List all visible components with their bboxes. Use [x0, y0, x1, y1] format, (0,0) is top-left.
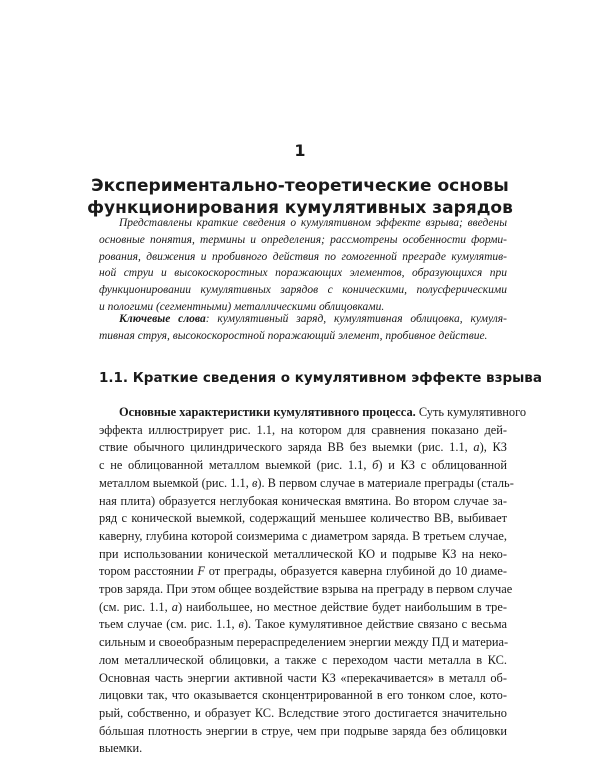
- body-text-fragment: ). В первом случае в материале преграды (сталь-: [257, 475, 514, 490]
- keywords-text: : кумулятивный заряд, кумулятивная облицовка, кумуля-: [205, 313, 507, 325]
- chapter-abstract: [99, 215, 507, 316]
- body-text-fragment: ствие обычного цилиндрического заряда ВВ без выемки (рис. 1.1,: [99, 440, 474, 455]
- body-line: эффекта иллюстрирует рис. 1.1, на котором для сравнения показано дей-: [99, 422, 507, 437]
- keywords-label: Ключевые слова: [119, 313, 206, 325]
- chapter-number: 1: [294, 141, 306, 160]
- abstract-line: и пологими (сегментными) металлическими облицовками.: [99, 300, 385, 313]
- body-text-fragment: металлом выемкой (рис. 1.1,: [99, 475, 252, 490]
- keywords-paragraph: [99, 311, 507, 345]
- body-line: ная плита) образуется неглубокая коническая вмятина. Во втором случае за-: [99, 493, 507, 508]
- body-line: бóльшая плотность энергии в струе, чем при подрыве заряда без облицовки: [99, 723, 507, 738]
- body-line: [99, 404, 527, 422]
- body-line: при использовании конической металлической КО и подрыве КЗ на неко-: [99, 546, 507, 561]
- body-text-fragment: тором расстоянии: [99, 564, 198, 579]
- body-paragraph: [99, 404, 527, 758]
- figure-panel-ref: в: [251, 475, 258, 490]
- body-text-fragment: ). Такое кумулятивное действие связано с весьма: [243, 617, 508, 632]
- figure-panel-ref: б: [372, 458, 379, 473]
- body-text-fragment: с не облицованной металлом выемкой (рис. 1.1,: [99, 458, 373, 473]
- body-line: [99, 475, 514, 493]
- body-text-fragment: (см. рис. 1.1,: [99, 599, 172, 614]
- abstract-line: Представлены краткие сведения о кумулятивном эффекте взрыва; введены: [119, 217, 507, 229]
- body-text-fragment: тьем случае (см. рис. 1.1,: [99, 617, 239, 632]
- body-text-fragment: ) наибольшее, но местное действие будет наибольшим в тре-: [177, 599, 507, 614]
- keywords-line: тивная струя, высокоскоростной поражающий элемент, пробивное действие.: [99, 329, 488, 342]
- body-text-fragment: Суть кумулятивного: [415, 405, 527, 419]
- distance-symbol: F: [197, 564, 205, 579]
- figure-panel-ref: в: [238, 617, 244, 632]
- body-line: сильным и своеобразным перераспределением энергии между ПД и материа-: [99, 635, 509, 650]
- body-line: Основная часть энергии активной части КЗ «перекачивается» в металл об-: [99, 670, 507, 685]
- chapter-title: [60, 175, 540, 219]
- chapter-title-line: Экспериментально-теоретические основы: [91, 176, 509, 196]
- abstract-line: функционировании кумулятивных зарядов с коническими, полусферическими: [99, 284, 507, 297]
- body-line: [99, 563, 507, 581]
- figure-panel-ref: а: [473, 440, 480, 455]
- section-heading: 1.1. Краткие сведения о кумулятивном эффекте взрыва: [99, 370, 542, 386]
- body-line: ряд с конической выемкой, содержащий меньшее количество ВВ, выбивает: [99, 511, 507, 526]
- abstract-line: основные понятия, термины и определения; рассмотрены особенности форми-: [99, 233, 507, 246]
- abstract-line: рования, движения и пробивного действия по гомогенной преграде кумулятив-: [99, 250, 507, 263]
- body-line: тров заряда. При этом общее воздействие взрыва на преграду в первом случае: [99, 582, 513, 597]
- body-line: [99, 616, 507, 634]
- body-line: [99, 599, 507, 617]
- keywords-line: [99, 311, 507, 328]
- body-line: [99, 439, 507, 457]
- body-line: лом металлической облицовки, а также с переходом части металла в КС.: [99, 652, 507, 667]
- run-in-heading: Основные характеристики кумулятивного процесса.: [119, 405, 416, 419]
- body-text-fragment: ) и КЗ с облицованной: [378, 458, 507, 473]
- body-text-fragment: ), КЗ: [479, 440, 508, 455]
- body-line: лицовки так, что оказывается сконцентрированной в его тонком слое, кото-: [99, 688, 507, 703]
- abstract-line: ной струи и высокоскоростных поражающих элементов, образующихся при: [99, 267, 507, 280]
- body-text-fragment: от преграды, образуется каверна глубиной до 10 диаме-: [204, 564, 508, 579]
- body-line: [99, 457, 507, 475]
- chapter-title-line: функционирования кумулятивных зарядов: [87, 198, 513, 218]
- body-line: рый, собственно, и образует КС. Вследствие этого достигается значительно: [99, 705, 507, 720]
- body-line: каверну, глубина которой соизмерима с диаметром заряда. В третьем случае,: [99, 528, 507, 543]
- body-line: выемки.: [99, 741, 143, 756]
- figure-panel-ref: а: [171, 599, 178, 614]
